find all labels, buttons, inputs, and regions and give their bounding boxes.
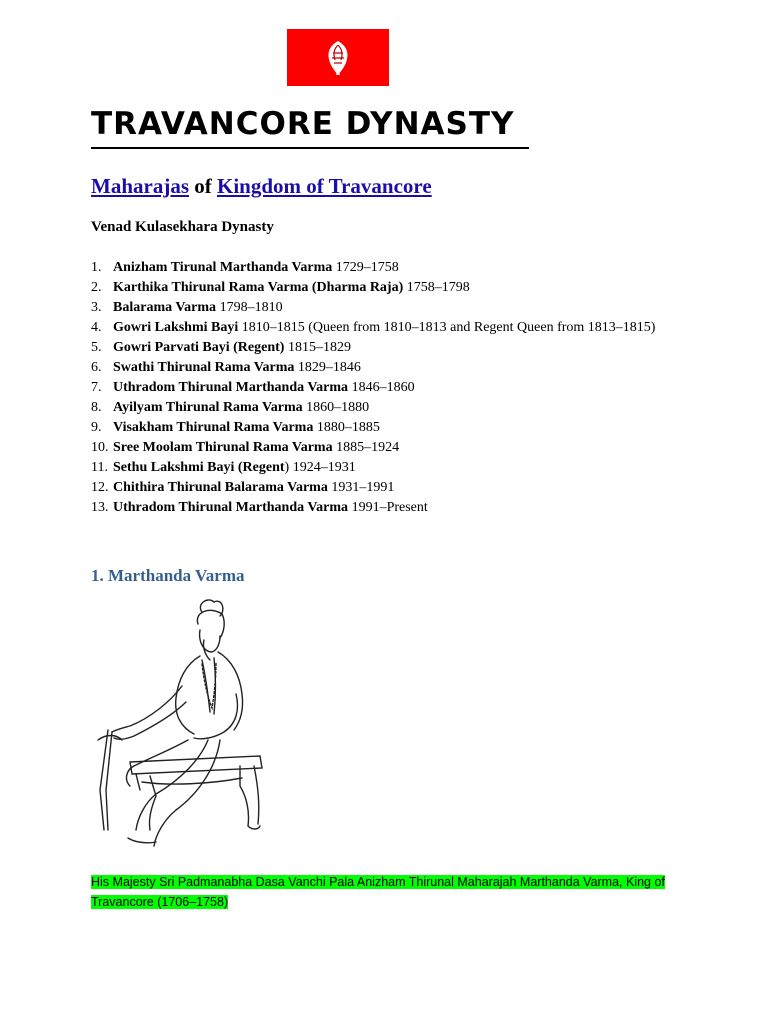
list-item	[91, 358, 671, 378]
ruler-name: Swathi Thirunal Rama Varma	[113, 360, 295, 375]
ruler-detail: 1846–1860	[348, 380, 415, 395]
rulers-list	[91, 258, 671, 518]
list-item-text	[113, 378, 671, 398]
ruler-name: Gowri Lakshmi Bayi	[113, 320, 239, 335]
list-item-text	[113, 478, 671, 498]
list-item-number: 4.	[91, 320, 102, 335]
list-item-text	[113, 338, 671, 358]
ruler-detail: 1829–1846	[294, 360, 361, 375]
ruler-detail: 1885–1924	[332, 440, 400, 455]
list-item-text	[113, 258, 671, 278]
list-item-text	[113, 438, 671, 458]
list-item-number: 5.	[91, 340, 102, 355]
list-item	[91, 478, 671, 498]
list-item-number: 13.	[91, 500, 109, 515]
list-item	[91, 258, 671, 278]
list-item-number: 11.	[91, 460, 108, 475]
ruler-detail: 1880–1885	[313, 420, 380, 435]
section-heading: 1. Marthanda Varma	[91, 566, 245, 585]
travancore-flag	[287, 29, 389, 86]
ruler-detail: 1798–1810	[216, 300, 283, 315]
list-item-text	[113, 418, 671, 438]
dynasty-heading: Venad Kulasekhara Dynasty	[91, 219, 274, 235]
list-item-text	[113, 318, 671, 338]
title-underline	[91, 147, 529, 149]
conch-shell-icon	[323, 39, 353, 77]
ruler-detail: 1860–1880	[302, 400, 370, 415]
list-item	[91, 458, 671, 478]
ruler-name: Visakham Thirunal Rama Varma	[113, 420, 314, 435]
ruler-name: Gowri Parvati Bayi (Regent)	[113, 340, 285, 355]
ruler-detail: 1810–1815 (Queen from 1810–1813 and Regent Queen from 1813–1815)	[238, 320, 656, 335]
list-item-number: 6.	[91, 360, 102, 375]
marthanda-varma-portrait	[90, 590, 280, 852]
list-item-number: 10.	[91, 440, 109, 455]
list-item-number: 9.	[91, 420, 102, 435]
subtitle-joiner: of	[189, 174, 217, 198]
list-item	[91, 398, 671, 418]
ruler-name: Chithira Thirunal Balarama Varma	[113, 480, 328, 495]
ruler-name: Sree Moolam Thirunal Rama Varma	[113, 440, 333, 455]
list-item-text	[113, 458, 671, 478]
list-item	[91, 338, 671, 358]
ruler-detail: 1815–1829	[284, 340, 351, 355]
list-item-number: 3.	[91, 300, 102, 315]
ruler-name: Ayilyam Thirunal Rama Varma	[113, 400, 303, 415]
list-item-number: 2.	[91, 280, 102, 295]
list-item-number: 1.	[91, 260, 102, 275]
ruler-detail: ) 1924–1931	[284, 460, 356, 475]
ruler-detail: 1931–1991	[327, 480, 395, 495]
list-item-text	[113, 398, 671, 418]
list-item-number: 12.	[91, 480, 109, 495]
list-item	[91, 278, 671, 298]
list-item-number: 8.	[91, 400, 102, 415]
list-item-text	[113, 298, 671, 318]
ruler-name: Uthradom Thirunal Marthanda Varma	[113, 500, 349, 515]
caption-highlight: His Majesty Sri Padmanabha Dasa Vanchi Pala Anizham Thirunal Maharajah Marthanda Varma, King of Travancore (1706–1758)	[91, 875, 665, 909]
list-item-text	[113, 358, 671, 378]
list-item	[91, 418, 671, 438]
ruler-name: Uthradom Thirunal Marthanda Varma	[113, 380, 349, 395]
ruler-detail: 1758–1798	[403, 280, 470, 295]
ruler-name: Balarama Varma	[113, 300, 217, 315]
ruler-name: Sethu Lakshmi Bayi (Regent	[113, 460, 285, 475]
kingdom-of-travancore-link[interactable]: Kingdom of Travancore	[217, 174, 432, 198]
list-item	[91, 498, 671, 518]
list-item	[91, 298, 671, 318]
ruler-detail: 1729–1758	[332, 260, 399, 275]
list-item-text	[113, 278, 671, 298]
subtitle	[91, 174, 432, 199]
ruler-detail: 1991–Present	[348, 500, 428, 515]
list-item	[91, 318, 671, 338]
ruler-name: Karthika Thirunal Rama Varma (Dharma Raja)	[113, 280, 404, 295]
page-title: TRAVANCORE DYNASTY	[91, 106, 515, 142]
portrait-caption	[91, 872, 671, 912]
list-item	[91, 378, 671, 398]
list-item	[91, 438, 671, 458]
list-item-text	[113, 498, 671, 518]
ruler-name: Anizham Tirunal Marthanda Varma	[113, 260, 333, 275]
list-item-number: 7.	[91, 380, 102, 395]
maharajas-link[interactable]: Maharajas	[91, 174, 189, 198]
